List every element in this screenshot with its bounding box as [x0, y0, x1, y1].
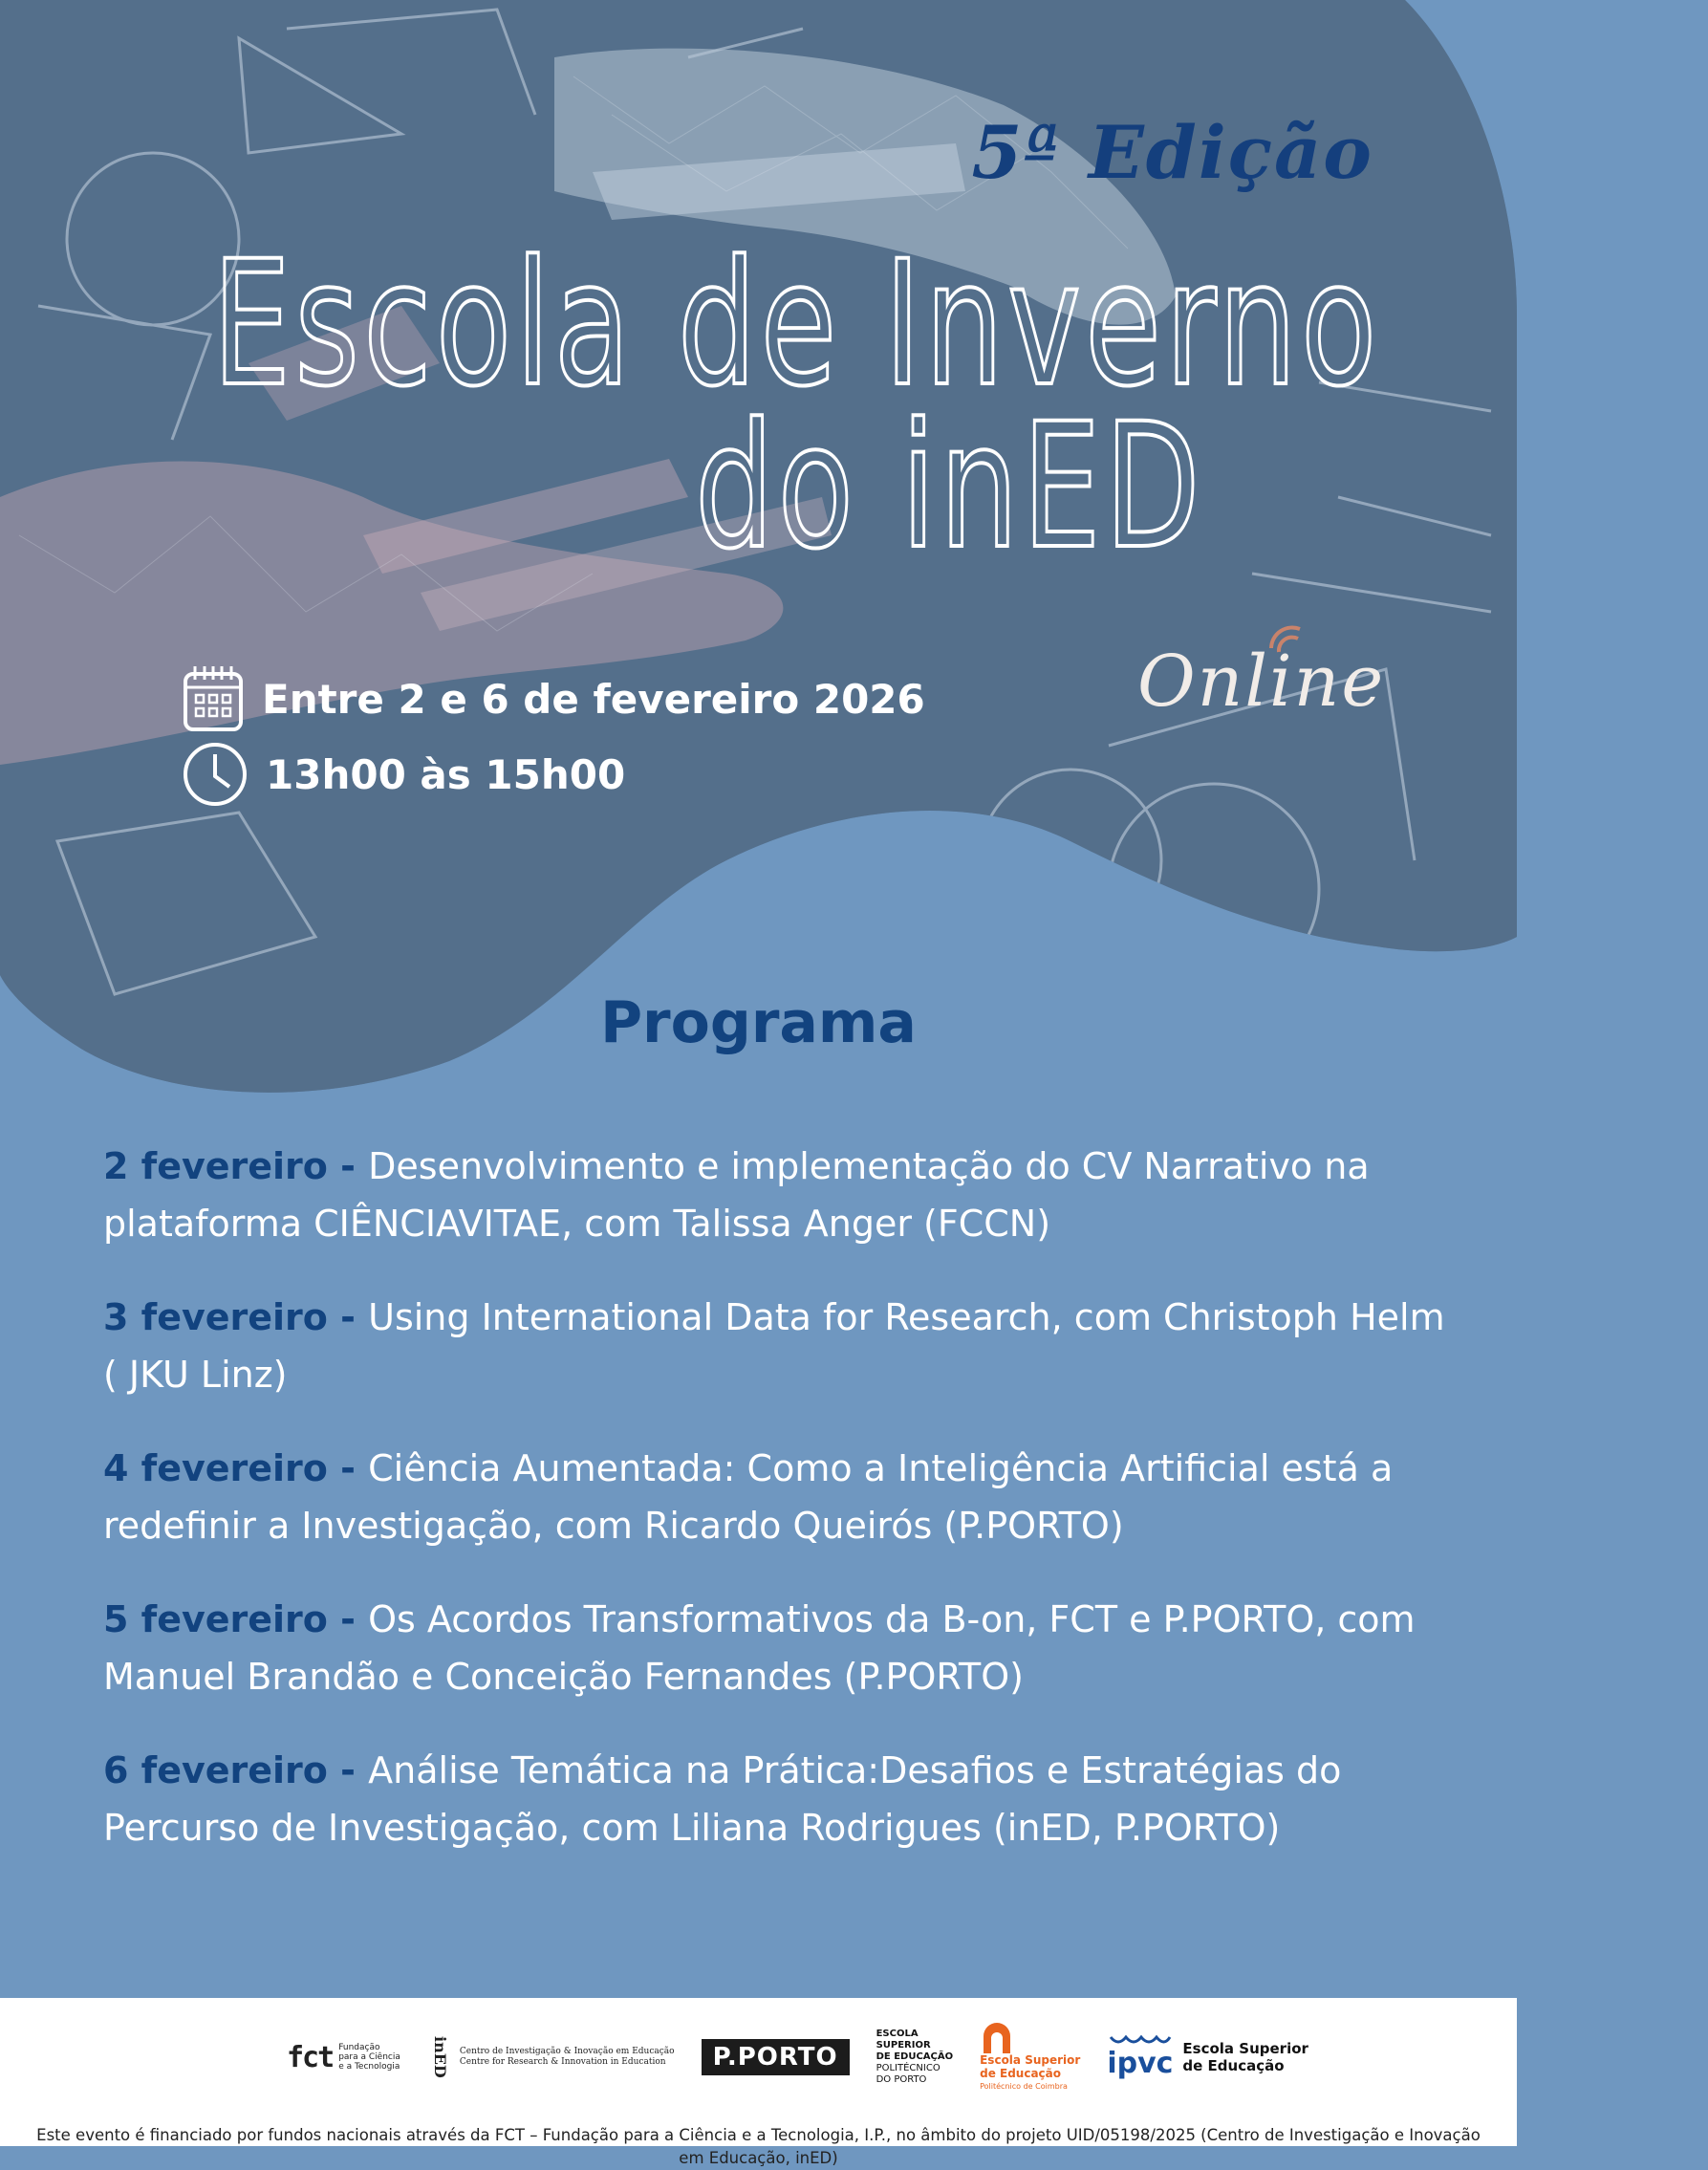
programa-item-text: Análise Temática na Prática:Desafios e Estratégias do Percurso de Investigação, com Liliana Rodrigues (inED, P.PORTO)	[103, 1749, 1342, 1849]
esec-subtitle: Politécnico de Coimbra	[980, 2082, 1068, 2091]
esec-text-line: Escola Superior	[980, 2053, 1081, 2067]
event-dates: Entre 2 e 6 de fevereiro 2026	[262, 675, 925, 723]
programa-item	[103, 1742, 1460, 1856]
esepp-text-line: ESCOLA	[876, 2029, 919, 2039]
footer	[0, 1998, 1517, 2167]
programa-item	[103, 1289, 1460, 1403]
programa-item-text: Desenvolvimento e implementação do CV Narrativo na plataforma CIÊNCIAVITAE, com Talissa Anger (FCCN)	[103, 1145, 1370, 1245]
funding-note: Este evento é financiado por fundos nacionais através da FCT – Fundação para a Ciência e a Tecnologia, I.P., no âmbito do projeto UID/05198/2025 (Centro de Investigação e Inovação em Educação, inED)	[36, 2126, 1481, 2167]
calendar-icon	[182, 664, 245, 733]
esec-text-line: de Educação	[980, 2067, 1062, 2080]
programa-item-date: 4 fevereiro -	[103, 1447, 369, 1489]
date-row	[182, 664, 925, 733]
event-time: 13h00 às 15h00	[266, 750, 626, 798]
clock-icon	[182, 741, 249, 808]
esec-logo	[980, 2021, 1080, 2094]
title-line-2: do inED	[695, 387, 1204, 587]
ipvc-text-line: Escola Superior	[1182, 2040, 1308, 2057]
programa-item	[103, 1138, 1460, 1252]
fct-text-line: Fundação	[338, 2043, 380, 2052]
title-line-1: Escola de Inverno	[212, 225, 1381, 424]
fct-text-line: e a Tecnologia	[338, 2062, 400, 2072]
programa-item-date: 6 fevereiro -	[103, 1749, 369, 1791]
pporto-mark: P.PORTO	[702, 2039, 850, 2075]
programa-item-text: Os Acordos Transformativos da B-on, FCT e P.PORTO, com Manuel Brandão e Conceição Fernandes (P.PORTO)	[103, 1598, 1416, 1698]
esepp-text-line: POLITÉCNICO	[876, 2063, 940, 2073]
programa-item-date: 2 fevereiro -	[103, 1145, 369, 1187]
wifi-icon	[1262, 621, 1319, 660]
programa-item-text: Using International Data for Research, com Christoph Helm ( JKU Linz)	[103, 1296, 1445, 1396]
programa-item	[103, 1440, 1460, 1554]
esepp-logo	[876, 2029, 954, 2086]
fct-mark: fct	[287, 2040, 334, 2074]
ipvc-wave-icon	[1109, 2035, 1172, 2047]
fct-logo	[287, 2041, 400, 2074]
ipvc-logo	[1107, 2035, 1308, 2080]
esec-arch-icon	[980, 2021, 1014, 2053]
edition-label: 5ª Edição	[971, 110, 1373, 195]
ined-text-line: Centro de Investigação & Inovação em Educação	[459, 2047, 675, 2056]
online-label: Online	[1137, 640, 1386, 723]
event-title	[0, 225, 1517, 424]
partner-logos	[287, 2011, 1308, 2103]
time-row	[182, 741, 625, 808]
programa-item-date: 3 fevereiro -	[103, 1296, 369, 1338]
fct-text-line: para a Ciência	[338, 2052, 400, 2062]
pporto-logo	[702, 2039, 850, 2075]
esepp-text-line: SUPERIOR	[876, 2040, 931, 2051]
programa-list	[103, 1138, 1460, 1893]
esepp-text-line: DO PORTO	[876, 2074, 927, 2085]
esepp-text-line: DE EDUCAÇÃO	[876, 2051, 954, 2062]
programa-heading: Programa	[600, 989, 917, 1056]
ipvc-mark: ipvc	[1107, 2046, 1174, 2080]
programa-item-text: Ciência Aumentada: Como a Inteligência Artificial está a redefinir a Investigação, com Ricardo Queirós (P.PORTO)	[103, 1447, 1394, 1547]
programa-item	[103, 1591, 1460, 1705]
ined-mark: inED	[430, 2036, 449, 2078]
event-title-2	[191, 387, 1708, 587]
programa-item-date: 5 fevereiro -	[103, 1598, 369, 1640]
ined-text-line: Centre for Research & Innovation in Education	[459, 2057, 666, 2067]
ined-logo	[427, 2036, 675, 2078]
ipvc-text-line: de Educação	[1182, 2057, 1285, 2074]
